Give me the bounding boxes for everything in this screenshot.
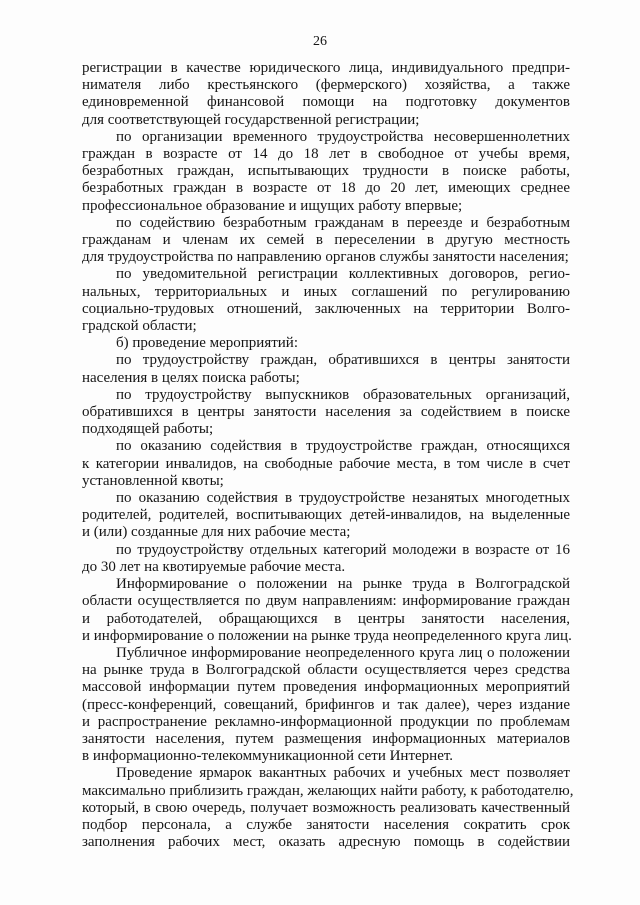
text-line: единовременной финансовой помощи на подготовку документов [82,94,570,111]
text-line: по трудоустройству выпускников образовательных организаций, [116,386,570,403]
text-line: гражданам и членам их семей в переселении в другую местность [82,232,570,249]
paragraph [82,129,570,215]
text-line: и информирование о положении на рынке труда неопределенного круга лиц. [82,627,572,644]
text-line: родителей, родителей, воспитывающих детей-инвалидов, на выделенные [82,507,570,524]
page-number: 26 [313,34,327,49]
text-line: населения в целях поиска работы; [82,369,300,386]
text-line: по содействию безработным гражданам в переезде и безработным [116,214,570,231]
text-line: подходящей работы; [82,421,214,438]
text-line: градской области; [82,318,197,335]
text-line: и (или) созданные для них рабочие места; [82,524,351,541]
text-line: б) проведение мероприятий: [116,335,298,352]
paragraph [82,542,570,576]
text-line: установленной квоты; [82,472,224,489]
text-line: для соответствующей государственной регистрации; [82,111,420,128]
text-line: до 30 лет на квотируемые рабочие места. [82,558,346,575]
paragraph [82,765,574,851]
text-line: нимателя либо крестьянского (фермерского) хозяйства, а также [82,77,570,94]
text-line: подбор персонала, а службе занятости населения сократить срок [82,816,570,833]
text-line: и работодателей, обращающихся в центры занятости населения, [82,610,570,627]
paragraph [82,335,570,352]
text-line: по трудоустройству граждан, обратившихся в центры занятости [116,352,570,369]
text-line: по оказанию содействия в трудоустройстве граждан, относящихся [116,438,570,455]
text-line: по уведомительной регистрации коллективных договоров, регио- [116,266,570,283]
text-line: Информирование о положении на рынке труда в Волгоградской [116,576,570,593]
text-line: нальных, территориальных и иных соглашений по регулированию [82,283,570,300]
paragraph [82,645,570,765]
text-line: безработных граждан, испытывающих трудности в поиске работы, [82,163,570,180]
document-body [82,60,574,851]
paragraph [82,352,570,386]
text-line: на рынке труда в Волгоградской области осуществляется через средства [82,662,570,679]
paragraph [82,387,570,439]
paragraph [82,490,570,542]
text-line: обратившихся в центры занятости населения за содействием в поиске [82,404,570,421]
text-line: социально-трудовых отношений, заключенных на территории Волго- [82,300,570,317]
paragraph [82,215,570,267]
text-line: по оказанию содействия в трудоустройстве незанятых многодетных [116,490,570,507]
text-line: профессиональное образование и ищущих работу впервые; [82,197,463,214]
text-line: граждан в возрасте от 14 до 18 лет в свободное от учебы время, [82,146,570,163]
text-line: к категории инвалидов, на свободные рабочие места, в том числе в счет [82,455,570,472]
paragraph [82,60,570,129]
text-line: который, в свою очередь, получает возможность реализовать качественный [82,799,570,816]
text-line: области осуществляется по двум направлениям: информирование граждан [82,593,570,610]
paragraph [82,438,570,490]
text-line: и распространение рекламно-информационной продукции по проблемам [82,713,570,730]
text-line: по трудоустройству отдельных категорий молодежи в возрасте от 16 [116,541,570,558]
text-line: Проведение ярмарок вакантных рабочих и учебных мест позволяет [116,765,570,782]
text-line: заполнения рабочих мест, оказать адресную помощь в содействии [82,834,570,851]
text-line: в информационно-телекоммуникационной сети Интернет. [82,748,454,765]
text-line: занятости населения, путем размещения информационных материалов [82,730,570,747]
text-line: массовой информации путем проведения информационных мероприятий [82,679,570,696]
text-line: безработных граждан в возрасте от 18 до 20 лет, имеющих среднее [82,180,570,197]
paragraph [82,266,570,335]
text-line: (пресс-конференций, совещаний, брифингов и так далее), через издание [82,696,570,713]
text-line: Публичное информирование неопределенного круга лиц о положении [116,644,570,661]
text-line: максимально приблизить граждан, желающих найти работу, к работодателю, [82,782,574,799]
text-line: по организации временного трудоустройства несовершеннолетних [116,128,570,145]
text-line: для трудоустройства по направлению органов службы занятости населения; [82,249,569,266]
text-line: регистрации в качестве юридического лица, индивидуального предпри- [82,60,570,76]
paragraph [82,576,570,645]
